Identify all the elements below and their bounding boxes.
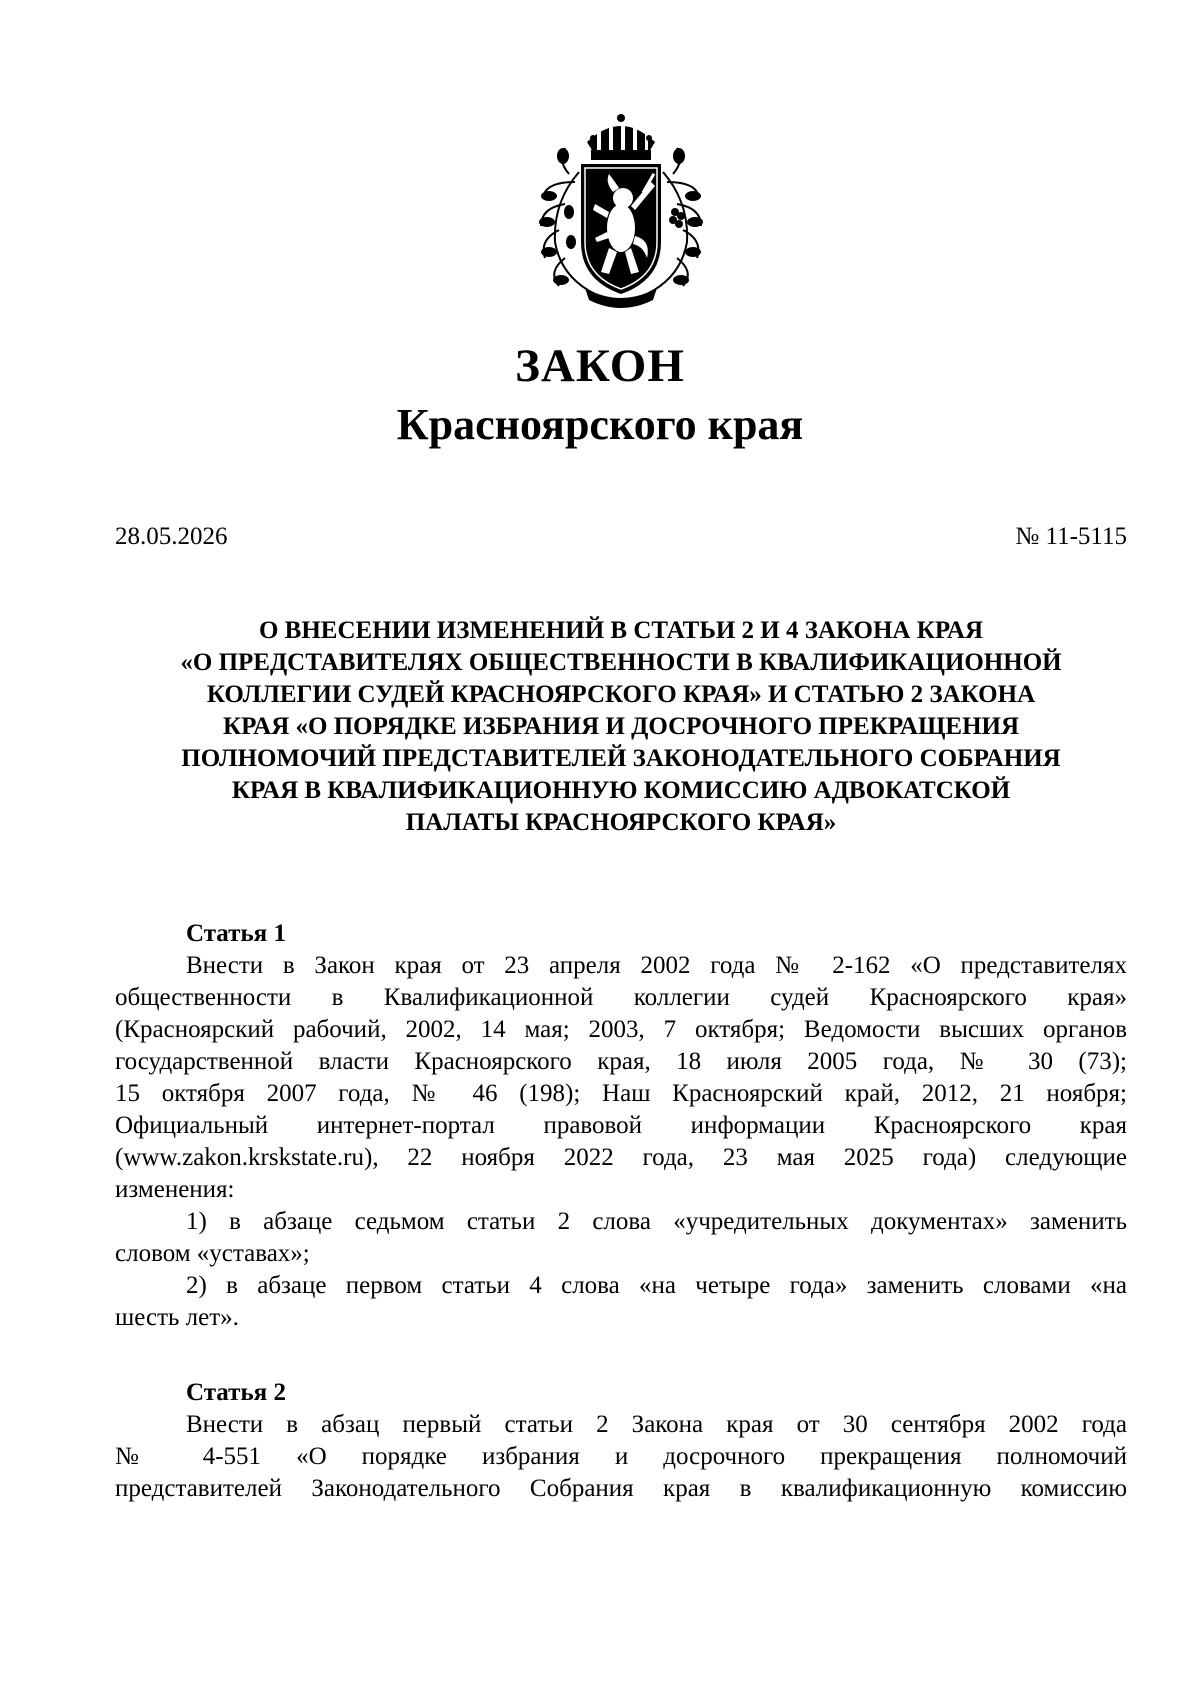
heading-line: ПАЛАТЫ КРАСНОЯРСКОГО КРАЯ» (405, 809, 837, 836)
heading-line: ПОЛНОМОЧИЙ ПРЕДСТАВИТЕЛЕЙ ЗАКОНОДАТЕЛЬНОГО СОБРАНИЯ (181, 745, 1061, 772)
heading-line: «О ПРЕДСТАВИТЕЛЯХ ОБЩЕСТВЕННОСТИ В КВАЛИФИКАЦИОННОЙ (180, 649, 1062, 676)
article-line: 1) в абзаце седьмом статьи 2 слова «учредительных документах» заменить (186, 1208, 1127, 1235)
article-line: (Красноярский рабочий, 2002, 14 мая; 2003, 7 октября; Ведомости высших органов (115, 1016, 1127, 1043)
article-line: № 4-551 «О порядке избрания и досрочного прекращения полномочий (115, 1443, 1127, 1470)
article-line: Официальный интернет-портал правовой информации Красноярского края (115, 1112, 1127, 1139)
article-line: представителей Законодательного Собрания края в квалификационную комиссию (115, 1475, 1127, 1502)
article-title: Статья 2 (186, 1379, 286, 1406)
heading-line: О ВНЕСЕНИИ ИЗМЕНЕНИЙ В СТАТЬИ 2 И 4 ЗАКОНА КРАЯ (258, 617, 984, 644)
article-line: 2) в абзаце первом статьи 4 слова «на четыре года» заменить словами «на (186, 1272, 1127, 1299)
article-line: государственной власти Красноярского края, 18 июля 2005 года, № 30 (73); (115, 1048, 1127, 1075)
document-subtitle: Красноярского края (396, 400, 804, 449)
article-line: Внести в Закон края от 23 апреля 2002 года № 2-162 «О представителях (186, 952, 1127, 979)
article-line: изменения: (115, 1176, 235, 1203)
heading-line: КОЛЛЕГИИ СУДЕЙ КРАСНОЯРСКОГО КРАЯ» И СТАТЬЮ 2 ЗАКОНА (206, 681, 1036, 708)
article-title: Статья 1 (186, 920, 286, 947)
document-title: ЗАКОН (515, 340, 685, 392)
article-line: словом «уставах»; (115, 1240, 310, 1267)
article-line: Внести в абзац первый статьи 2 Закона края от 30 сентября 2002 года (186, 1411, 1127, 1438)
document-heading (115, 615, 1127, 839)
article-2 (115, 1377, 1127, 1505)
coat-of-arms-icon (535, 112, 707, 310)
document-number: № 11-5115 (1015, 523, 1127, 550)
heading-line: КРАЯ В КВАЛИФИКАЦИОННУЮ КОМИССИЮ АДВОКАТСКОЙ (231, 777, 1011, 804)
article-line: общественности в Квалификационной коллегии судей Красноярского края» (115, 984, 1127, 1011)
article-1 (115, 918, 1127, 1334)
article-line: шесть лет». (115, 1304, 239, 1331)
article-line: (www.zakon.krskstate.ru), 22 ноября 2022 года, 23 мая 2025 года) следующие (115, 1144, 1127, 1171)
heading-line: КРАЯ «О ПОРЯДКЕ ИЗБРАНИЯ И ДОСРОЧНОГО ПРЕКРАЩЕНИЯ (222, 713, 1020, 740)
document-date: 28.05.2026 (115, 523, 228, 550)
article-line: 15 октября 2007 года, № 46 (198); Наш Красноярский край, 2012, 21 ноября; (115, 1080, 1127, 1107)
